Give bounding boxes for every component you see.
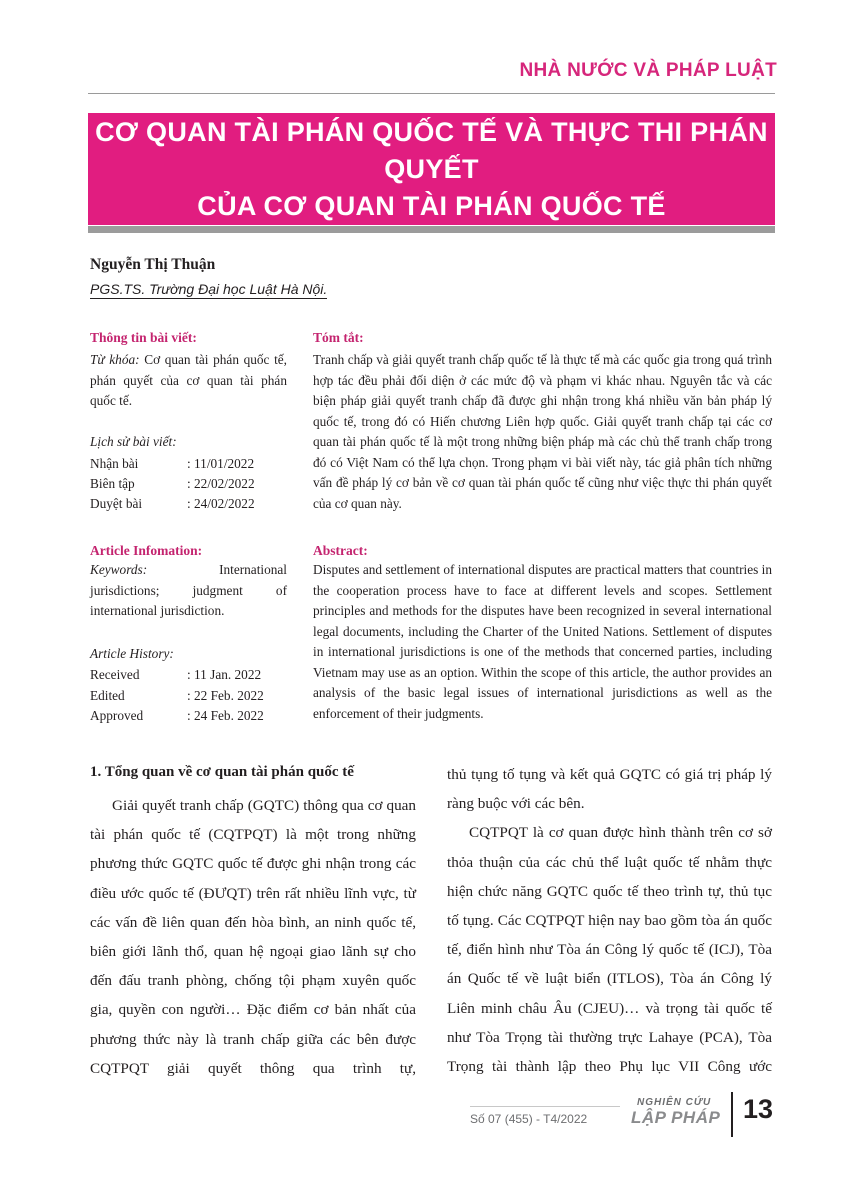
author-name: Nguyễn Thị Thuận [90,256,216,273]
en-abstract-heading: Abstract: [313,543,368,558]
vn-history-date: : 22/02/2022 [187,476,255,491]
section-label: NHÀ NƯỚC VÀ PHÁP LUẬT [519,60,777,81]
header-divider [88,93,775,94]
en-history-row [90,708,300,728]
vn-history-row [90,476,300,496]
vn-history-label: Lịch sử bài viết: [90,434,177,449]
article-title-line-2: CỦA CƠ QUAN TÀI PHÁN QUỐC TẾ [197,190,666,221]
en-history-label: Article History: [90,646,174,661]
vn-abstract-heading: Tóm tắt: [313,330,364,345]
en-info-heading: Article Infomation: [90,543,203,558]
vn-history-row [90,496,300,516]
body-right-column [447,760,772,1081]
vn-abstract-text: Tranh chấp và giải quyết tranh chấp quốc tế là thực tế mà các quốc gia trong quá trình hợp tác đều phải đối diện ở các mức độ và phạm vi khác nhau. Nguyên tắc và các biện pháp giải quyết tranh chấp đã được ghi nhận trong khá nhiều văn bản pháp lý quốc tế, trong đó có Hiến chương Liên hợp quốc. Giải quyết tranh chấp tại các cơ quan tài phán quốc tế là một trong những biện pháp mà các chủ thể tranh chấp trong đó có Việt Nam có thể lựa chọn. Trong phạm vi bài viết này, tác giả phân tích những vấn đề pháp lý cơ bản về cơ quan tài phán quốc tế cũng như việc thực thi phán quyết của cơ quan này. [313,352,772,511]
en-history-date: : 11 Jan. 2022 [187,667,262,682]
vn-history-row [90,456,300,476]
vn-keywords-text: Cơ quan tài phán quốc tế, phán quyết của cơ quan tài phán quốc tế. [90,352,288,408]
vn-history-key: Biên tập [90,476,135,491]
article-title-banner [88,113,775,225]
body-paragraph: CQTPQT là cơ quan được hình thành trên cơ sở thỏa thuận của các chủ thể luật quốc tế nhằm thực hiện chức năng GQTC quốc tế theo trình tự, thủ tục tố tụng. Các CQTPQT hiện nay bao gồm tòa án quốc tế, điển hình như Tòa án Công lý quốc tế (ICJ), Tòa án Quốc tế về luật biển (ITLOS), Tòa án Công lý Liên minh châu Âu (CJEU)… và trọng tài quốc tế như Tòa Trọng tài thường trực Lahaye (PCA), Tòa Trọng tài thành lập theo Phụ lục VII Công ước [447,824,772,1076]
en-history-date: : 24 Feb. 2022 [187,708,264,723]
vn-keywords-label: Từ khóa: [90,352,140,367]
issue-number: Số 07 (455) - T4/2022 [470,1112,588,1126]
author-affiliation: PGS.TS. Trường Đại học Luật Hà Nội. [90,281,328,297]
footer-rule [470,1106,620,1107]
vn-info-heading: Thông tin bài viết: [90,330,197,345]
en-history-key: Received [90,667,140,682]
en-abstract-text: Disputes and settlement of international disputes are practical matters that countries in the cooperation process have to face at different levels and scopes. Settlement principles and methods for the disputes have been recognized in several international legal documents, including the Charter of the United Nations. Settlement of disputes in international jurisdictions is one of the methods that concerned parties, including Vietnam may use as an option. Within the scope of this article, the author provides an analysis of the basic legal issues of international jurisdictions as well as the enforcement of their judgments. [313,562,772,721]
en-history-row [90,667,300,687]
en-keywords-label: Keywords: [90,562,148,577]
section-heading: 1. Tổng quan về cơ quan tài phán quốc tế [90,764,354,780]
en-history-key: Edited [90,688,125,703]
vn-history-date: : 11/01/2022 [187,456,255,471]
body-paragraph-continued: thủ tụng tố tụng và kết quả GQTC có giá trị pháp lý ràng buộc với các bên. [447,766,772,813]
en-history-key: Approved [90,708,144,723]
article-title-line-1: CƠ QUAN TÀI PHÁN QUỐC TẾ VÀ THỰC THI PHÁN QUYẾT [95,116,768,184]
vn-history-key: Nhận bài [90,456,139,471]
vn-keywords [90,350,287,412]
title-underbar [88,226,775,233]
journal-logo-top: NGHIÊN CỨU [637,1097,712,1108]
page-number: 13 [743,1094,774,1124]
journal-logo-main: LẬP PHÁP [631,1108,721,1127]
vn-history-date: : 24/02/2022 [187,496,255,511]
body-left-column [90,791,416,1083]
en-history-row [90,688,300,708]
body-paragraph: Giải quyết tranh chấp (GQTC) thông qua cơ quan tài phán quốc tế (CQTPQT) là một trong những phương thức GQTC quốc tế được ghi nhận trong các điều ước quốc tế (ĐƯQT) trên rất nhiều lĩnh vực, từ các vấn đề liên quan đến hòa bình, an ninh quốc tế, biên giới lãnh thổ, quan hệ ngoại giao lãnh sự cho đến đấu tranh phòng, chống tội phạm xuyên quốc gia, quyền con người… Đặc điểm cơ bản nhất của phương thức này là tranh chấp giữa các bên được CQTPQT giải quyết thông qua trình tự, [90,797,416,1077]
en-keywords-text: International jurisdictions; judgment of international jurisdiction. [90,562,287,618]
journal-logo [627,1097,722,1131]
en-keywords [90,560,287,622]
en-history-date: : 22 Feb. 2022 [187,688,264,703]
page-number-divider [731,1092,733,1137]
vn-history-key: Duyệt bài [90,496,143,511]
